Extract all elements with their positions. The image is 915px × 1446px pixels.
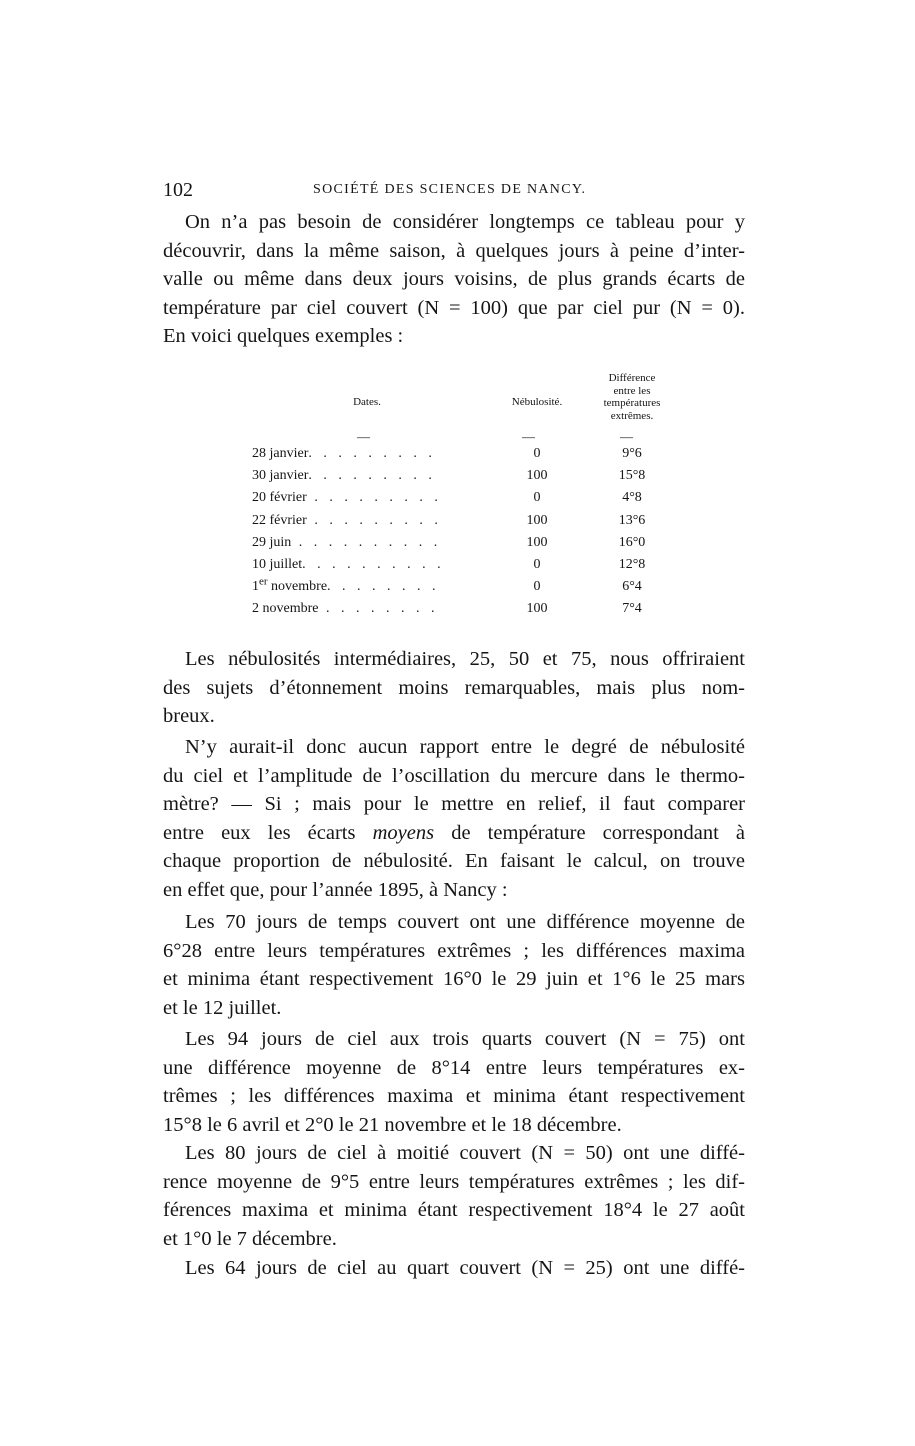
table-row — [252, 490, 682, 512]
text-line: entre eux les écarts moyens de température correspondant à — [163, 821, 745, 844]
row-date: 30 janvier. . . . . . . . . — [252, 468, 436, 483]
row-nebulosite: 100 — [526, 468, 548, 483]
text-line: trêmes ; les différences maxima et minima étant respectivement — [163, 1085, 745, 1107]
header-dash: — — [620, 429, 633, 444]
text-line: rence moyenne de 9°5 entre leurs températures extrêmes ; les dif- — [163, 1170, 745, 1193]
row-nebulosite: 0 — [533, 557, 541, 572]
running-title: SOCIÉTÉ DES SCIENCES DE NANCY. — [313, 182, 587, 197]
table-row — [252, 601, 682, 623]
col-header-nebulosite: Nébulosité. — [511, 396, 563, 408]
text-line: et 1°0 le 7 décembre. — [163, 1227, 337, 1250]
row-difference: 12°8 — [618, 557, 646, 572]
text-line: On n’a pas besoin de considérer longtemps ce tableau pour y — [185, 211, 745, 233]
col-header-line: extrêmes. — [610, 409, 654, 422]
text-line: en effet que, pour l’année 1895, à Nancy : — [163, 878, 508, 901]
text-line: breux. — [163, 705, 215, 727]
text-line: du ciel et l’amplitude de l’oscillation du mercure dans le thermo- — [163, 764, 745, 787]
page-header — [163, 179, 753, 203]
row-difference: 15°8 — [618, 468, 646, 483]
text-line: et minima étant respectivement 16°0 le 29 juin et 1°6 le 25 mars — [163, 968, 745, 990]
page-number: 102 — [163, 179, 193, 201]
text-line: température par ciel couvert (N = 100) que par ciel pur (N = 0). — [163, 296, 745, 319]
row-date: 2 novembre . . . . . . . . — [252, 601, 439, 616]
text-line: Les 64 jours de ciel au quart couvert (N = 25) ont une diffé- — [185, 1257, 745, 1279]
paragraph-trois-quarts — [163, 1025, 745, 1139]
intro-paragraph — [163, 208, 745, 351]
text-line: des sujets d’étonnement moins remarquables, mais plus nom- — [163, 676, 745, 699]
table-row — [252, 575, 682, 601]
text-line: En voici quelques exemples : — [163, 325, 404, 347]
text-line: une différence moyenne de 8°14 entre leurs températures ex- — [163, 1056, 745, 1079]
table-row — [252, 535, 682, 557]
row-date: 20 février . . . . . . . . . — [252, 490, 442, 505]
header-dash: — — [357, 429, 370, 444]
table-row — [252, 446, 682, 468]
text-line: Les 94 jours de ciel aux trois quarts couvert (N = 75) ont — [185, 1028, 745, 1050]
emphasis: moyens — [372, 821, 435, 844]
text-line: chaque proportion de nébulosité. En faisant le calcul, on trouve — [163, 850, 745, 872]
col-header-dates: Dates. — [353, 396, 381, 408]
text-line: Les 70 jours de temps couvert ont une différence moyenne de — [185, 911, 745, 933]
table-row — [252, 513, 682, 535]
row-difference: 13°6 — [618, 513, 646, 528]
row-difference: 9°6 — [622, 446, 642, 461]
text-line: découvrir, dans la même saison, à quelques jours à peine d’inter- — [163, 239, 745, 262]
row-date: 28 janvier. . . . . . . . . — [252, 446, 436, 461]
row-difference: 7°4 — [622, 601, 642, 616]
col-header-line: Différence — [608, 372, 656, 384]
row-nebulosite: 100 — [526, 535, 548, 550]
text-line: mètre? — Si ; mais pour le mettre en relief, il faut comparer — [163, 793, 745, 815]
row-date: 22 février . . . . . . . . . — [252, 513, 442, 528]
col-header-difference — [582, 372, 682, 422]
row-date: 29 juin . . . . . . . . . . — [252, 535, 442, 550]
paragraph-couvert — [163, 908, 745, 1022]
text-line: Les 80 jours de ciel à moitié couvert (N = 50) ont une diffé- — [185, 1142, 745, 1164]
paragraph-intermediate — [163, 645, 745, 731]
paragraph-quart — [163, 1254, 745, 1283]
row-date: 1er novembre. . . . . . . . — [252, 575, 440, 594]
table-row — [252, 468, 682, 490]
row-date: 10 juillet. . . . . . . . . . — [252, 557, 445, 572]
row-nebulosite: 0 — [533, 446, 541, 461]
row-nebulosite: 100 — [526, 601, 548, 616]
col-header-line: entre les — [613, 384, 651, 397]
paragraph-moitie — [163, 1139, 745, 1253]
row-difference: 6°4 — [622, 579, 642, 594]
text-line: N’y aurait-il donc aucun rapport entre le degré de nébulosité — [185, 736, 745, 758]
text-line: valle ou même dans deux jours voisins, de plus grands écarts de — [163, 268, 745, 290]
text-line: 15°8 le 6 avril et 2°0 le 21 novembre et le 18 décembre. — [163, 1113, 622, 1136]
text-line: férences maxima et minima étant respectivement 18°4 le 27 août — [163, 1199, 745, 1221]
col-header-line: températures — [603, 397, 661, 409]
row-difference: 4°8 — [622, 490, 642, 505]
header-dash: — — [522, 429, 535, 444]
row-nebulosite: 0 — [533, 579, 541, 594]
paragraph-rapport — [163, 733, 745, 904]
row-difference: 16°0 — [618, 535, 646, 550]
text-line: 6°28 entre leurs températures extrêmes ; les différences maxima — [163, 939, 745, 962]
row-nebulosite: 0 — [533, 490, 541, 505]
row-nebulosite: 100 — [526, 513, 548, 528]
text-line: et le 12 juillet. — [163, 996, 282, 1019]
text-line: Les nébulosités intermédiaires, 25, 50 et 75, nous offriraient — [185, 648, 745, 670]
table-row — [252, 557, 682, 579]
